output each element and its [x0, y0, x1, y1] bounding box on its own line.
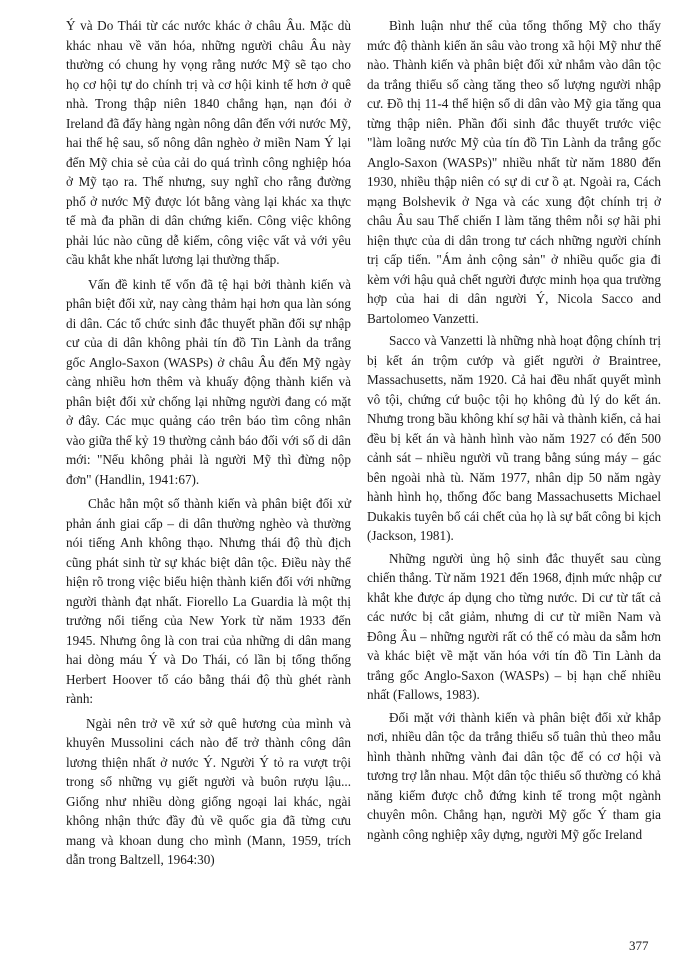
- page-number: 377: [629, 938, 649, 953]
- paragraph: Chắc hẳn một số thành kiến và phân biệt đối xử phản ánh giai cấp – di dân thường nghèo và thường nói tiếng Anh không thạo. Nhưng thái độ thù địch cũng phát sinh từ sự khác biệt dân tộc. Điều này thể hiện rõ trong việc biểu hiện thành kiến đối với những người thành đạt nhất. Fiorello La Guardia là một thị trưởng nổi tiếng của New York từ năm 1933 đến 1945. Nhưng ông là con trai của những di dân mang hai dòng máu Ý và Do Thái, có lần bị tổng thống Herbert Hoover tố cáo bằng thái độ thù ghét rành rành:: [66, 496, 351, 706]
- paragraph: Ý và Do Thái từ các nước khác ở châu Âu. Mặc dù khác nhau về văn hóa, những người châu Âu này thường có chung hy vọng rằng nước Mỹ sẽ tạo cho họ cơ hội tự do chính trị và cơ hội kinh tế hơn ở quê nhà. Trong thập niên 1840 chẳng hạn, nạn đói ở Ireland đã đẩy hàng ngàn nông dân đến với nước Mỹ, hai thế hệ sau, số nông dân nghèo ở miền Nam Ý lại đến Mỹ chia sẻ của cải do quá trình công nghiệp hóa ở Mỹ tạo ra. Thế nhưng, suy nghĩ cho rằng đường phố ở nước Mỹ được lót bằng vàng lại khác xa thực tế mà đa phần di dân chứng kiến. Công việc không phải lúc nào cũng dễ kiếm, công việc vất vả với yêu cầu khắt khe nhất lương lại thường thấp.: [66, 18, 351, 267]
- paragraph: Sacco và Vanzetti là những nhà hoạt động chính trị bị kết án trộm cướp và giết người ở Braintree, Massachusetts, năm 1920. Cả hai đều nhất quyết mình vô tội, chứng cứ buộc tội họ không đủ lý do kết án. Nhưng trong bầu không khí sợ hãi và thành kiến, cả hai đều bị kết án và hành hình vào năm 1927 có đến 500 cảnh sát – nhiều người vũ trang bằng súng máy – gác bên ngoài nhà tù. Năm 1977, nhân dịp 50 năm ngày hành hình họ, thống đốc bang Massachusetts Michael Dukakis tuyên bố cái chết của họ là sự bất công bi kịch (Jackson, 1981).: [367, 333, 661, 543]
- paragraph: Đối mặt với thành kiến và phân biệt đối xử khắp nơi, nhiều dân tộc da trắng thiểu số tuân thủ theo mẫu hình thành những vành đai dân tộc để có cơ hội và tương trợ lẫn nhau. Một dân tộc thiểu số thường có khả năng kiếm được chỗ đứng kinh tế trong một ngành chuyên môn. Chẳng hạn, người Mỹ gốc Ý tham gia ngành công nghiệp xây dựng, người Mỹ gốc Ireland: [367, 709, 661, 842]
- right-column: [367, 16, 661, 847]
- paragraph: Bình luận như thế của tổng thống Mỹ cho thấy mức độ thành kiến ăn sâu vào trong xã hội Mỹ như thế nào. Thành kiến và phân biệt đối xử nhắm vào dân tộc da trắng thiểu số càng tăng theo số lượng người nhập cư. Đồ thị 11-4 thể hiện số di dân vào Mỹ gia tăng qua từng thập niên. Phần đối sinh đắc thuyết trước việc "làm loãng nước Mỹ của tín đồ Tin Lành da trắng gốc Anglo-Saxon (WASPs)" nhiều nhất từ năm 1880 đến 1930, nhiều thập niên có sự di cư ồ ạt. Ngoài ra, Cách mạng Bolshevik ở Nga và các xung đột chính trị ở châu Âu sau Thế chiến I làm tăng thêm nỗi sợ hãi phi hiện thực của di dân trong tư cách những người chính trị cấp tiến. "Ám ảnh cộng sản" ở nhiều quốc gia đi kèm với hậu quả chết người được minh họa qua trường hợp của hai di dân người Ý, Nicola Sacco and Bartolomeo Vanzetti.: [367, 18, 661, 326]
- left-column: [66, 16, 351, 875]
- block-quote: Ngài nên trở về xứ sở quê hương của mình và khuyên Mussolini cách nào để trở thành công dân lương thiện nhất ở nước Ý. Người Ý tỏ ra vượt trội trong số những vụ giết người và buôn rượu lậu... Giống như nhiều dòng giống ngoại lai khác, ngài không nhận thức đầy đủ về quốc gia đã từng cưu mang và khoan dung cho mình (Mann, 1959, trích dẫn trong Baltzell, 1964:30): [66, 715, 351, 867]
- paragraph: Những người ủng hộ sinh đắc thuyết sau cùng chiến thắng. Từ năm 1921 đến 1968, định mức nhập cư khắt khe được áp dụng cho từng nước. Di cư từ tất cả các nước bị cắt giảm, nhưng di cư từ miền Nam và Đông Âu – những người rất có thể có màu da sẫm hơn và khác biệt về mặt văn hóa với tín đồ Tin Lành da trắng gốc Anglo-Saxon (WASPs) – bị hạn chế nhiều nhất (Fallows, 1983).: [367, 550, 661, 702]
- paragraph: Vấn đề kinh tế vốn đã tệ hại bởi thành kiến và phân biệt đối xử, nay càng thảm hại hơn qua làn sóng di dân. Các tổ chức sinh đắc thuyết phần đối sự nhập cư của di dân không phải tín đồ Tin Lành da trắng gốc Anglo-Saxon (WASPs) ở châu Âu đến Mỹ ngày càng nhiều hơn thêm và khuấy động thành kiến và phân biệt đối xử chống lại những người đang có mặt ở đây. Các mục quảng cáo trên báo tìm công nhân vào giữa thế kỷ 19 thường cảnh báo đối với số di dân mới: "Nếu không phải là người Mỹ thì đừng nộp đơn" (Handlin, 1941:67).: [66, 276, 351, 487]
